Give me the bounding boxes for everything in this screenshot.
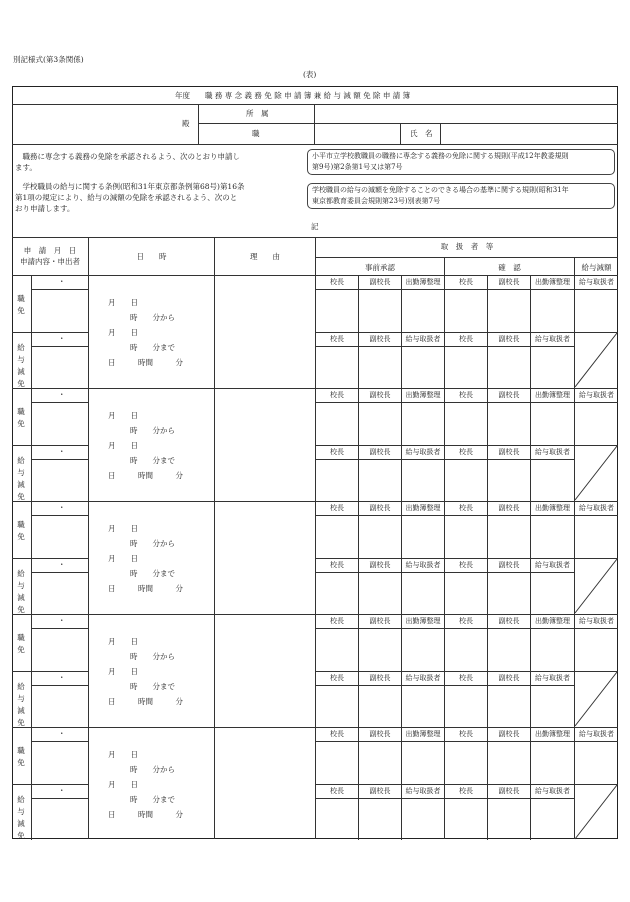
stamp-box[interactable]: [316, 516, 357, 557]
stamp-header: 校長: [459, 504, 473, 512]
stamp-header: 給与取扱者: [405, 448, 441, 456]
datetime-duration: 日 時間 分: [108, 471, 183, 480]
stamp-header: 校長: [459, 617, 473, 625]
datetime-from: 時 分から: [130, 539, 175, 548]
shimei-label: 氏 名: [410, 129, 433, 138]
apply-date-field[interactable]: [32, 785, 87, 798]
stamp-header: 出勤簿整理: [535, 391, 570, 399]
stamp-box[interactable]: [488, 290, 529, 331]
divider: [315, 784, 618, 785]
divider: [315, 445, 618, 446]
stamp-header: 副校長: [498, 335, 520, 343]
stamp-box[interactable]: [316, 403, 357, 444]
datetime-duration: 日 時間 分: [108, 584, 183, 593]
request2-line2: 第1項の規定により、給与の減額の免除を承認されるよう、次のと: [15, 193, 238, 202]
stamp-header: 給与取扱者: [535, 335, 570, 343]
shokumen-label: 職免: [17, 746, 25, 767]
prior-approval-header: 事前承認: [365, 263, 395, 272]
stamp-box[interactable]: [402, 460, 443, 501]
stamp-box[interactable]: [359, 403, 400, 444]
apply-date-field[interactable]: [32, 559, 87, 572]
kyuyo-genmen-label: 給与減免: [17, 569, 25, 614]
stamp-header: 校長: [330, 561, 344, 569]
stamp-box[interactable]: [488, 742, 529, 783]
stamp-header: 給与取扱者: [535, 448, 570, 456]
applicant-field[interactable]: [32, 460, 87, 501]
datetime-from: 時 分から: [130, 426, 175, 435]
stamp-header: 副校長: [498, 674, 520, 682]
stamp-header: 給与取扱者: [535, 787, 570, 795]
datetime-until: 時 分まで: [130, 456, 175, 465]
datetime-duration: 日 時間 分: [108, 810, 183, 819]
divider: [198, 104, 199, 144]
stamp-box[interactable]: [402, 742, 443, 783]
stamp-header: 給与取扱者: [405, 787, 441, 795]
divider: [88, 237, 89, 839]
stamp-box[interactable]: [316, 629, 357, 670]
datetime-month-day: 月 日: [108, 328, 138, 337]
stamp-header: 出勤簿整理: [405, 391, 441, 399]
stamp-box[interactable]: [488, 629, 529, 670]
stamp-box[interactable]: [316, 290, 357, 331]
stamp-header: 校長: [330, 448, 344, 456]
apply-date-field[interactable]: [32, 333, 87, 346]
stamp-box[interactable]: [445, 573, 486, 614]
slash-line: [575, 785, 617, 839]
stamp-header: 副校長: [498, 448, 520, 456]
not-applicable-slash: [574, 445, 618, 501]
stamp-box[interactable]: [402, 573, 443, 614]
stamp-box[interactable]: [488, 403, 529, 444]
date-separator-dot: ・: [58, 560, 66, 569]
stamp-box[interactable]: [359, 742, 400, 783]
divider: [12, 144, 618, 145]
stamp-box[interactable]: [531, 629, 573, 670]
datetime-month-day: 月 日: [108, 441, 138, 450]
stamp-box[interactable]: [488, 347, 529, 388]
stamp-box[interactable]: [575, 516, 617, 557]
shozoku-field[interactable]: [315, 105, 617, 123]
stamp-header: 校長: [330, 674, 344, 682]
apply-date-field[interactable]: [32, 502, 87, 515]
stamp-box[interactable]: [359, 516, 400, 557]
stamp-box[interactable]: [488, 686, 529, 727]
apply-date-header: 申 請 月 日: [23, 246, 77, 255]
stamp-header: 給与取扱者: [405, 561, 441, 569]
divider: [12, 275, 618, 276]
stamp-box[interactable]: [531, 290, 573, 331]
apply-date-field[interactable]: [32, 389, 87, 402]
stamp-header: 副校長: [369, 617, 391, 625]
reason-field[interactable]: [215, 615, 314, 726]
datetime-month-day: 月 日: [108, 780, 138, 789]
date-separator-dot: ・: [58, 729, 66, 738]
apply-date-field[interactable]: [32, 728, 87, 741]
stamp-box[interactable]: [402, 629, 443, 670]
not-applicable-slash: [574, 671, 618, 727]
datetime-month-day: 月 日: [108, 750, 138, 759]
stamp-header: 給与取扱者: [579, 278, 614, 286]
datetime-until: 時 分まで: [130, 343, 175, 352]
request2-line1: 学校職員の給与に関する条例(昭和31年東京都条例第68号)第16条: [15, 182, 245, 191]
form-title: 年度 職 務 専 念 義 務 免 除 申 請 簿 兼 給 与 減 額 免 除 申 請 簿: [175, 91, 411, 100]
applicant-field[interactable]: [32, 686, 87, 727]
stamp-box[interactable]: [488, 460, 529, 501]
pay-reduction-header: 給与減額: [581, 263, 612, 272]
datetime-from: 時 分から: [130, 652, 175, 661]
stamp-header: 校長: [459, 787, 473, 795]
shokumen-label: 職免: [17, 633, 25, 654]
date-separator-dot: ・: [58, 503, 66, 512]
apply-date-field[interactable]: [32, 672, 87, 685]
not-applicable-slash: [574, 784, 618, 840]
stamp-header: 給与取扱者: [535, 674, 570, 682]
not-applicable-slash: [574, 332, 618, 388]
stamp-header: 校長: [330, 335, 344, 343]
apply-content-header: 申請内容・申出者: [20, 257, 80, 266]
stamp-box[interactable]: [575, 742, 617, 783]
stamp-header: 出勤簿整理: [405, 617, 441, 625]
applicant-field[interactable]: [32, 347, 87, 388]
stamp-header: 副校長: [498, 561, 520, 569]
divider: [315, 257, 618, 258]
applicant-field[interactable]: [32, 629, 87, 670]
shoku-field[interactable]: [315, 124, 400, 143]
stamp-box[interactable]: [488, 799, 529, 840]
stamp-header: 副校長: [369, 787, 391, 795]
stamp-header: 副校長: [369, 278, 391, 286]
stamp-header: 副校長: [498, 787, 520, 795]
applicant-field[interactable]: [32, 516, 87, 557]
block-divider: [12, 388, 618, 389]
date-separator-dot: ・: [58, 447, 66, 456]
date-separator-dot: ・: [58, 390, 66, 399]
applicant-field[interactable]: [32, 799, 87, 840]
divider: [315, 558, 618, 559]
date-separator-dot: ・: [58, 673, 66, 682]
stamp-box[interactable]: [531, 686, 573, 727]
datetime-from: 時 分から: [130, 765, 175, 774]
stamp-header: 副校長: [498, 278, 520, 286]
stamp-box[interactable]: [445, 290, 486, 331]
stamp-header: 出勤簿整理: [405, 504, 441, 512]
confirmation-header: 確 認: [498, 263, 521, 272]
stamp-box[interactable]: [316, 573, 357, 614]
stamp-header: 出勤簿整理: [535, 278, 570, 286]
apply-date-field[interactable]: [32, 276, 87, 289]
datetime-month-day: 月 日: [108, 411, 138, 420]
stamp-header: 給与取扱者: [405, 674, 441, 682]
request1-line2: ます。: [15, 163, 37, 172]
block-divider: [12, 614, 618, 615]
request1-line1: 職務に専念する義務の免除を承認されるよう、次のとおり申請し: [15, 152, 240, 161]
form-label: 別記様式(第3条関係): [13, 55, 84, 64]
stamp-header: 給与取扱者: [579, 504, 614, 512]
date-separator-dot: ・: [58, 616, 66, 625]
stamp-box[interactable]: [445, 742, 486, 783]
datetime-until: 時 分まで: [130, 569, 175, 578]
addressee-label: 殿: [182, 119, 190, 128]
stamp-box[interactable]: [359, 573, 400, 614]
reference2-line1: 学校職員の給与の減額を免除することのできる場合の基準に関する規則(昭和31年: [312, 186, 569, 194]
request2-line3: おり申請します。: [15, 204, 75, 213]
apply-date-field[interactable]: [32, 446, 87, 459]
reason-field[interactable]: [215, 728, 314, 839]
stamp-header: 校長: [330, 391, 344, 399]
stamp-header: 副校長: [498, 730, 520, 738]
stamp-box[interactable]: [402, 290, 443, 331]
stamp-box[interactable]: [575, 629, 617, 670]
kyuyo-genmen-label: 給与減免: [17, 682, 25, 727]
stamp-header: 副校長: [498, 504, 520, 512]
stamp-box[interactable]: [531, 460, 573, 501]
stamp-header: 副校長: [498, 617, 520, 625]
kyuyo-genmen-label: 給与減免: [17, 343, 25, 388]
stamp-box[interactable]: [402, 347, 443, 388]
kyuyo-genmen-label: 給与減免: [17, 795, 25, 840]
stamp-box[interactable]: [359, 347, 400, 388]
stamp-header: 給与取扱者: [405, 335, 441, 343]
stamp-header: 校長: [330, 730, 344, 738]
stamp-header: 副校長: [369, 674, 391, 682]
stamp-box[interactable]: [488, 573, 529, 614]
datetime-duration: 日 時間 分: [108, 358, 183, 367]
stamp-header: 副校長: [369, 391, 391, 399]
stamp-box[interactable]: [531, 742, 573, 783]
reason-field[interactable]: [215, 389, 314, 500]
stamp-header: 校長: [459, 561, 473, 569]
divider: [315, 671, 618, 672]
stamp-box[interactable]: [402, 799, 443, 840]
shokumen-label: 職免: [17, 520, 25, 541]
divider: [315, 332, 618, 333]
not-applicable-slash: [574, 558, 618, 614]
stamp-header: 校長: [330, 617, 344, 625]
shoku-label: 職: [252, 129, 260, 138]
shokumen-label: 職免: [17, 407, 25, 428]
datetime-month-day: 月 日: [108, 524, 138, 533]
stamp-box[interactable]: [359, 629, 400, 670]
slash-line: [575, 333, 617, 387]
reference2-line2: 東京都教育委員会規則第23号)別表第7号: [312, 197, 441, 205]
stamp-header: 給与取扱者: [579, 617, 614, 625]
applicant-field[interactable]: [32, 403, 87, 444]
reason-field[interactable]: [215, 276, 314, 387]
stamp-header: 副校長: [498, 391, 520, 399]
stamp-box[interactable]: [359, 460, 400, 501]
stamp-box[interactable]: [488, 516, 529, 557]
stamp-header: 校長: [330, 787, 344, 795]
stamp-header: 校長: [459, 278, 473, 286]
stamp-header: 校長: [459, 335, 473, 343]
stamp-box[interactable]: [445, 799, 486, 840]
stamp-box[interactable]: [359, 686, 400, 727]
reason-header: 理 由: [250, 252, 280, 261]
datetime-month-day: 月 日: [108, 637, 138, 646]
datetime-from: 時 分から: [130, 313, 175, 322]
stamp-box[interactable]: [316, 799, 357, 840]
shokumen-label: 職免: [17, 294, 25, 315]
datetime-month-day: 月 日: [108, 667, 138, 676]
reason-field[interactable]: [215, 502, 314, 613]
stamp-box[interactable]: [531, 799, 573, 840]
stamp-box[interactable]: [359, 799, 400, 840]
stamp-box[interactable]: [316, 686, 357, 727]
stamp-header: 校長: [459, 448, 473, 456]
stamp-header: 校長: [330, 504, 344, 512]
stamp-box[interactable]: [402, 403, 443, 444]
kyuyo-genmen-label: 給与減免: [17, 456, 25, 501]
stamp-box[interactable]: [402, 686, 443, 727]
stamp-box[interactable]: [575, 403, 617, 444]
block-divider: [12, 727, 618, 728]
stamp-header: 校長: [459, 391, 473, 399]
stamp-header: 副校長: [369, 730, 391, 738]
reference1-line1: 小平市立学校教職員の職務に専念する義務の免除に関する規則(平成12年教委規則: [312, 152, 569, 160]
date-separator-dot: ・: [58, 786, 66, 795]
stamp-box[interactable]: [575, 290, 617, 331]
date-separator-dot: ・: [58, 334, 66, 343]
stamp-header: 出勤簿整理: [405, 730, 441, 738]
slash-line: [575, 672, 617, 726]
stamp-header: 給与取扱者: [579, 391, 614, 399]
stamp-box[interactable]: [531, 516, 573, 557]
block-divider: [12, 501, 618, 502]
stamp-header: 副校長: [369, 504, 391, 512]
stamp-header: 校長: [330, 278, 344, 286]
stamp-box[interactable]: [531, 403, 573, 444]
stamp-box[interactable]: [316, 347, 357, 388]
stamp-box[interactable]: [445, 460, 486, 501]
stamp-box[interactable]: [359, 290, 400, 331]
applicant-field[interactable]: [32, 573, 87, 614]
stamp-header: 出勤簿整理: [405, 278, 441, 286]
applicant-field[interactable]: [32, 290, 87, 331]
stamp-header: 出勤簿整理: [535, 617, 570, 625]
stamp-box[interactable]: [316, 460, 357, 501]
stamp-header: 給与取扱者: [535, 561, 570, 569]
reference1-line2: 第9号)第2条第1号又は第7号: [312, 163, 403, 171]
stamp-header: 副校長: [369, 335, 391, 343]
stamp-header: 副校長: [369, 561, 391, 569]
stamp-box[interactable]: [316, 742, 357, 783]
stamp-box[interactable]: [445, 629, 486, 670]
applicant-field[interactable]: [32, 742, 87, 783]
apply-date-field[interactable]: [32, 615, 87, 628]
stamp-box[interactable]: [402, 516, 443, 557]
datetime-duration: 日 時間 分: [108, 697, 183, 706]
datetime-header: 日 時: [136, 252, 167, 261]
datetime-until: 時 分まで: [130, 682, 175, 691]
stamp-box[interactable]: [445, 516, 486, 557]
datetime-month-day: 月 日: [108, 554, 138, 563]
stamp-box[interactable]: [445, 347, 486, 388]
stamp-box[interactable]: [445, 686, 486, 727]
slash-line: [575, 446, 617, 500]
shozoku-label: 所 属: [246, 109, 269, 118]
shimei-field[interactable]: [441, 124, 617, 143]
stamp-header: 出勤簿整理: [535, 504, 570, 512]
handlers-header: 取 扱 者 等: [440, 242, 494, 251]
stamp-box[interactable]: [445, 403, 486, 444]
stamp-header: 給与取扱者: [579, 730, 614, 738]
stamp-box[interactable]: [531, 573, 573, 614]
stamp-header: 校長: [459, 674, 473, 682]
stamp-header: 出勤簿整理: [535, 730, 570, 738]
stamp-header: 校長: [459, 730, 473, 738]
slash-line: [575, 559, 617, 613]
divider: [400, 123, 401, 144]
date-separator-dot: ・: [58, 277, 66, 286]
datetime-until: 時 分まで: [130, 795, 175, 804]
stamp-header: 副校長: [369, 448, 391, 456]
datetime-month-day: 月 日: [108, 298, 138, 307]
side-label: (表): [303, 70, 317, 79]
stamp-box[interactable]: [531, 347, 573, 388]
ki-label: 記: [311, 222, 319, 231]
